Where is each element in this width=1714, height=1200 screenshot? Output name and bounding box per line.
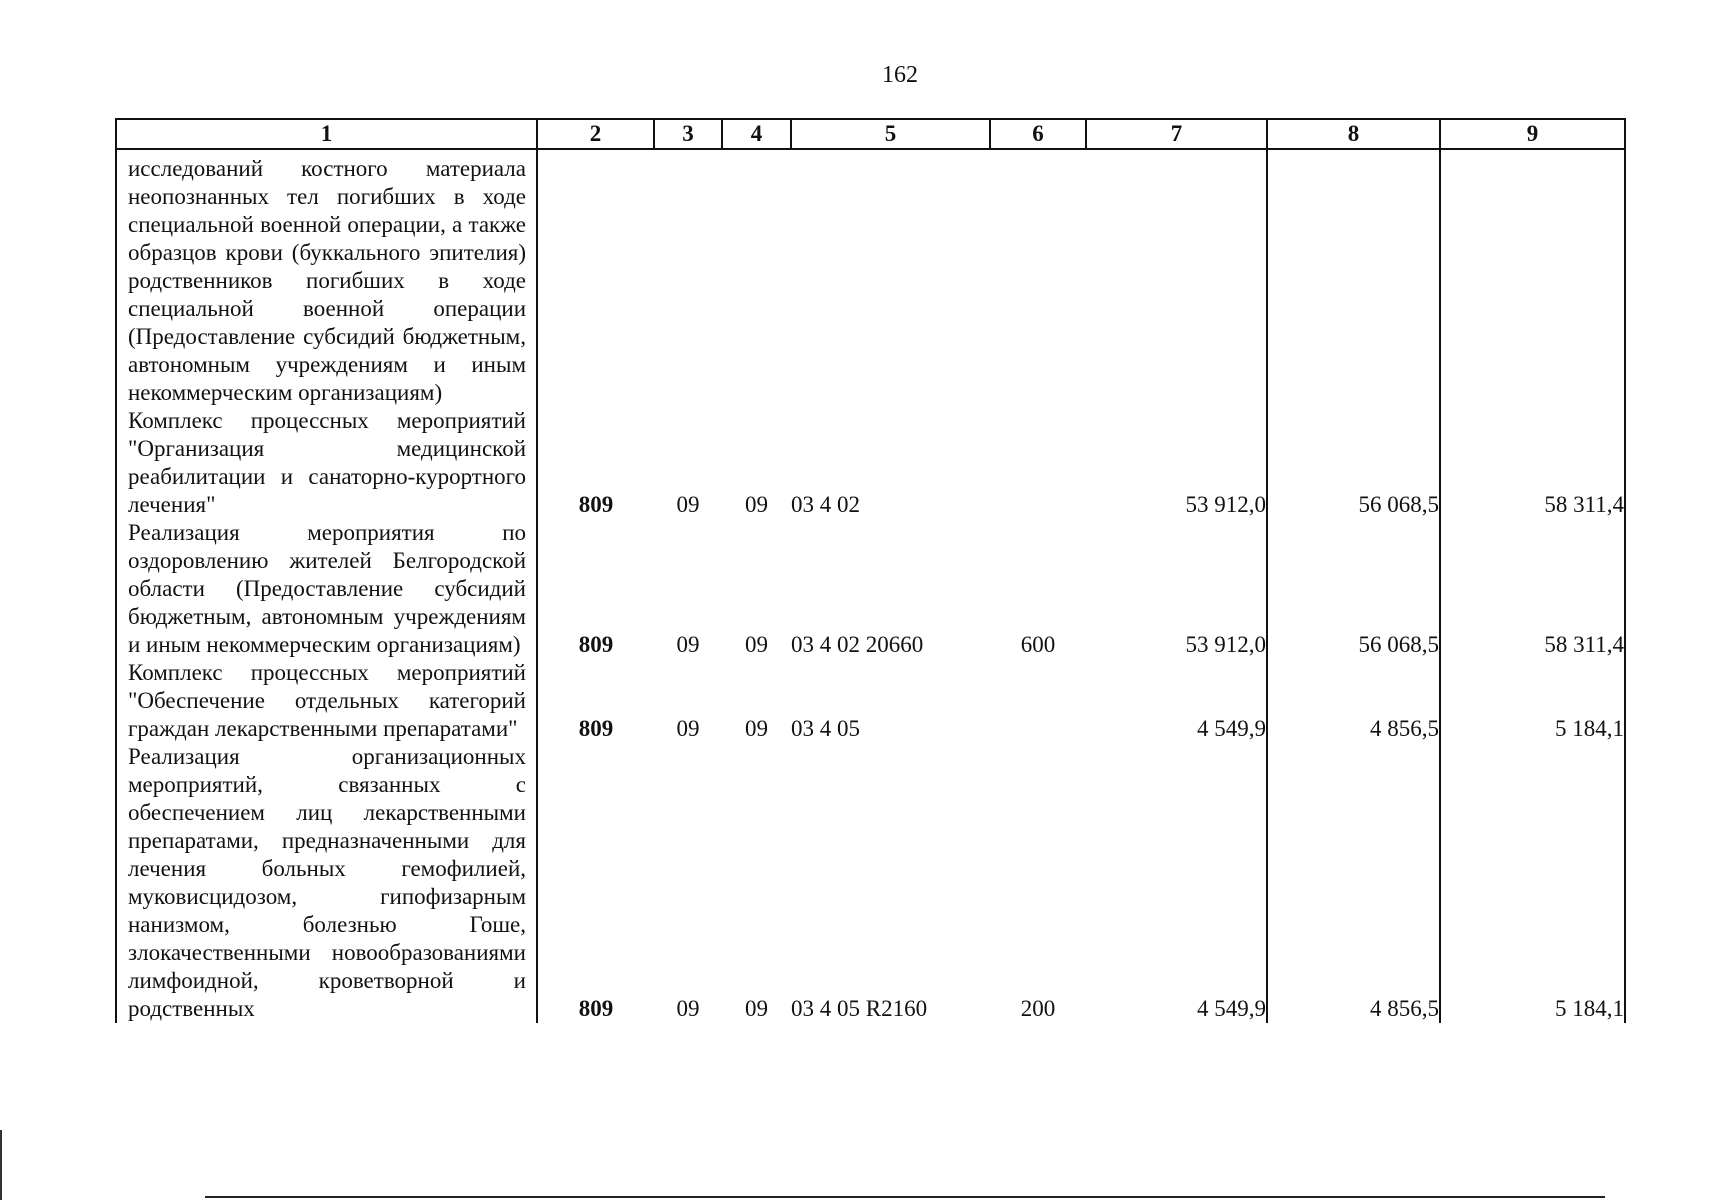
cell-col8 <box>1267 149 1440 407</box>
cell-col4: 09 <box>745 996 768 1021</box>
cell-col5: 03 4 05 R2160 <box>791 996 928 1021</box>
row-description: исследований костного материала неопознанных тел погибших в ходе специальной военной операции, а также образцов крови (буккального эпителия) родственников погибших в ходе специальной военной операции (Предоставление субсидий бюджетным, автономным учреждениям и иным некоммерческим организациям) <box>128 156 526 405</box>
col-header-2: 2 <box>537 119 654 149</box>
col-header-4: 4 <box>722 119 791 149</box>
cell-col7: 53 912,0 <box>1086 519 1267 659</box>
cell-col4: 09 <box>745 716 768 741</box>
col-header-1: 1 <box>116 119 537 149</box>
row-description: Комплекс процессных мероприятий "Организация медицинской реабилитации и санаторно-курортного лечения" <box>128 408 526 517</box>
cell-col5: 03 4 02 20660 <box>791 632 924 657</box>
cell-col2: 809 <box>537 407 654 519</box>
cell-col6: 600 <box>1020 632 1056 657</box>
col-header-8: 8 <box>1267 119 1440 149</box>
col-header-3: 3 <box>654 119 722 149</box>
cell-col2: 809 <box>537 519 654 659</box>
cell-col9: 5 184,1 <box>1440 743 1625 1023</box>
cell-col6 <box>990 659 1086 743</box>
cell-col7: 53 912,0 <box>1086 407 1267 519</box>
row-description: Реализация мероприятия по оздоровлению жителей Белгородской области (Предоставление субсидий бюджетным, автономным учреждениям и иным некоммерческим организациям) <box>128 520 526 657</box>
cell-col5: 03 4 05 <box>791 716 860 741</box>
cell-col8: 4 856,5 <box>1267 743 1440 1023</box>
scan-edge-mark <box>0 1130 2 1200</box>
table-row <box>116 407 1625 519</box>
cell-col3: 09 <box>676 632 700 657</box>
cell-col3: 09 <box>676 716 700 741</box>
col-header-6: 6 <box>990 119 1086 149</box>
cell-col2: 809 <box>537 659 654 743</box>
cell-col4 <box>722 149 791 407</box>
col-header-9: 9 <box>1440 119 1625 149</box>
cell-col9: 58 311,4 <box>1440 519 1625 659</box>
table-row <box>116 519 1625 659</box>
col-header-7: 7 <box>1086 119 1267 149</box>
bottom-rule <box>205 1196 1605 1198</box>
cell-col9 <box>1440 149 1625 407</box>
row-description: Комплекс процессных мероприятий "Обеспечение отдельных категорий граждан лекарственными препаратами" <box>128 660 526 741</box>
cell-col9: 5 184,1 <box>1440 659 1625 743</box>
cell-col6 <box>990 149 1086 407</box>
cell-col5 <box>791 149 990 407</box>
cell-col6 <box>990 407 1086 519</box>
cell-col2: 809 <box>537 743 654 1023</box>
cell-col5: 03 4 02 <box>791 492 860 517</box>
cell-col7: 4 549,9 <box>1086 659 1267 743</box>
cell-col9: 58 311,4 <box>1440 407 1625 519</box>
budget-table <box>115 118 1626 1023</box>
cell-col8: 56 068,5 <box>1267 407 1440 519</box>
table-row <box>116 659 1625 743</box>
cell-col3 <box>654 149 722 407</box>
cell-col4: 09 <box>745 492 768 517</box>
header-row <box>116 119 1625 149</box>
row-description: Реализация организационных мероприятий, связанных с обеспечением лиц лекарственными препаратами, предназначенными для лечения больных гемофилией, муковисцидозом, гипофизарным нанизмом, болезнью Гоше, злокачественными новообразованиями лимфоидной, кроветворной и родственных <box>128 744 526 1021</box>
table-row <box>116 149 1625 407</box>
cell-col3: 09 <box>676 996 700 1021</box>
cell-col8: 4 856,5 <box>1267 659 1440 743</box>
cell-col6: 200 <box>1020 996 1056 1021</box>
cell-col8: 56 068,5 <box>1267 519 1440 659</box>
cell-col2 <box>537 149 654 407</box>
cell-col7: 4 549,9 <box>1086 743 1267 1023</box>
cell-col3: 09 <box>676 492 700 517</box>
page-number: 162 <box>882 62 918 88</box>
cell-col4: 09 <box>745 632 768 657</box>
table-row <box>116 743 1625 1023</box>
col-header-5: 5 <box>791 119 990 149</box>
cell-col7 <box>1086 149 1267 407</box>
